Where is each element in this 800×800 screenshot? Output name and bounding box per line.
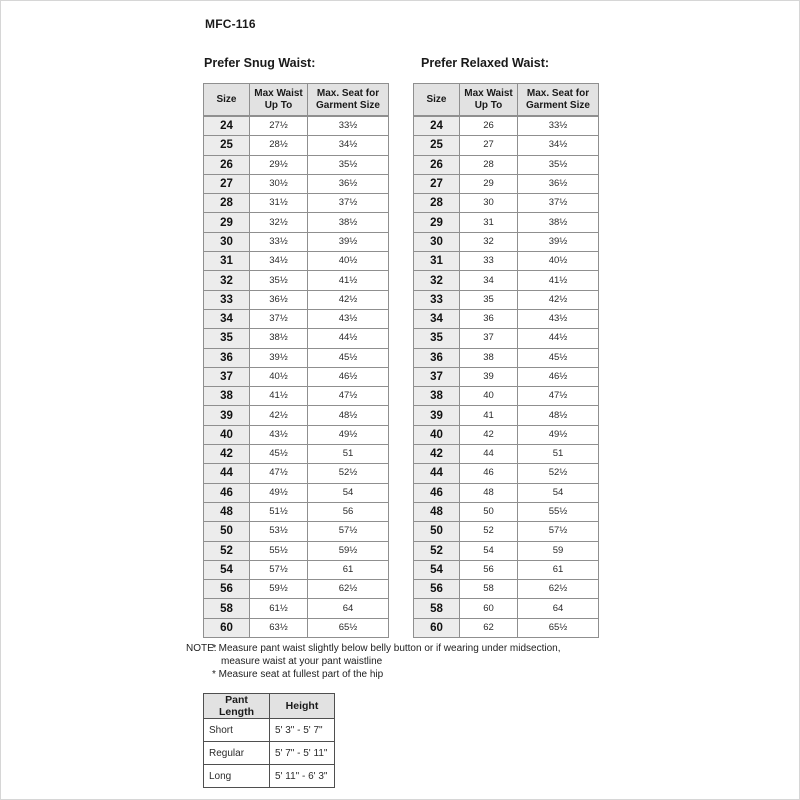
value-cell: 38½ <box>250 329 308 348</box>
note-item: * Measure pant waist slightly below belly button or if wearing under midsection, measure waist at your pant waistline <box>212 643 561 667</box>
table-row <box>204 367 389 386</box>
row-label-cell: 34 <box>204 309 250 328</box>
row-label-cell: 46 <box>204 483 250 502</box>
row-label-cell: 35 <box>414 329 460 348</box>
row-label-cell: 40 <box>204 425 250 444</box>
row-label-cell: 37 <box>204 367 250 386</box>
value-cell: 28½ <box>250 136 308 155</box>
value-cell: 65½ <box>518 618 599 637</box>
table-row <box>204 464 389 483</box>
value-cell: 41½ <box>250 387 308 406</box>
table-row <box>414 348 599 367</box>
snug-table-title: Prefer Snug Waist: <box>204 56 316 70</box>
value-cell: 61 <box>308 560 389 579</box>
value-cell: 60 <box>460 599 518 618</box>
value-cell: 46 <box>460 464 518 483</box>
row-label-cell: 44 <box>204 464 250 483</box>
note-label: NOTE: <box>186 643 217 654</box>
value-cell: 38½ <box>308 213 389 232</box>
table-row <box>204 425 389 444</box>
table-row <box>204 618 389 637</box>
row-label-cell: 60 <box>414 618 460 637</box>
row-label-cell: 33 <box>414 290 460 309</box>
row-label-cell: 29 <box>204 213 250 232</box>
size-header: Size <box>204 84 250 117</box>
table-row <box>204 742 335 765</box>
value-cell: 54 <box>308 483 389 502</box>
row-label-cell: 34 <box>414 309 460 328</box>
table-row <box>204 599 389 618</box>
table-row <box>414 502 599 521</box>
table-row <box>204 155 389 174</box>
value-cell: 52½ <box>518 464 599 483</box>
value-cell: 32½ <box>250 213 308 232</box>
table-row <box>414 522 599 541</box>
value-cell: 39 <box>460 367 518 386</box>
table-row <box>414 309 599 328</box>
value-cell: 35 <box>460 290 518 309</box>
row-label-cell: 56 <box>204 580 250 599</box>
table-row <box>204 541 389 560</box>
value-cell: 56 <box>460 560 518 579</box>
row-label-cell: 25 <box>204 136 250 155</box>
value-cell: 42½ <box>518 290 599 309</box>
value-cell: 33 <box>460 252 518 271</box>
value-cell: 29½ <box>250 155 308 174</box>
row-label-cell: 44 <box>414 464 460 483</box>
row-label-cell: 58 <box>204 599 250 618</box>
row-label-cell: 52 <box>204 541 250 560</box>
value-cell: 28 <box>460 155 518 174</box>
row-label-cell: 27 <box>414 174 460 193</box>
value-cell: 30 <box>460 194 518 213</box>
row-label-cell: 42 <box>414 445 460 464</box>
max-seat-header: Max. Seat for Garment Size <box>518 84 599 117</box>
table-row <box>204 136 389 155</box>
row-label-cell: 35 <box>204 329 250 348</box>
table-row <box>414 483 599 502</box>
value-cell: 35½ <box>518 155 599 174</box>
row-label-cell: 30 <box>414 232 460 251</box>
value-cell: 42 <box>460 425 518 444</box>
table-row <box>204 406 389 425</box>
value-cell: 45½ <box>250 445 308 464</box>
row-label-cell: 60 <box>204 618 250 637</box>
value-cell: 55½ <box>250 541 308 560</box>
value-cell: 46½ <box>518 367 599 386</box>
table-row <box>414 406 599 425</box>
value-cell: 44 <box>460 445 518 464</box>
table-row <box>204 765 335 788</box>
value-cell: 31 <box>460 213 518 232</box>
value-cell: 51½ <box>250 502 308 521</box>
header-row <box>414 84 599 117</box>
value-cell: 33½ <box>250 232 308 251</box>
value-cell: 54 <box>460 541 518 560</box>
row-label-cell: 30 <box>204 232 250 251</box>
table-row <box>204 348 389 367</box>
value-cell: 5' 11" - 6' 3" <box>270 765 335 788</box>
pant-length-header: Pant Length <box>204 694 270 719</box>
value-cell: 45½ <box>518 348 599 367</box>
value-cell: 57½ <box>518 522 599 541</box>
value-cell: 51 <box>518 445 599 464</box>
row-label-cell: 26 <box>204 155 250 174</box>
note-items <box>212 642 600 681</box>
value-cell: 50 <box>460 502 518 521</box>
relaxed-table-title: Prefer Relaxed Waist: <box>421 56 550 70</box>
table-row <box>414 425 599 444</box>
row-label-cell: 52 <box>414 541 460 560</box>
value-cell: 56 <box>308 502 389 521</box>
value-cell: 5' 3" - 5' 7" <box>270 719 335 742</box>
value-cell: 63½ <box>250 618 308 637</box>
table-row <box>204 252 389 271</box>
height-header: Height <box>270 694 335 719</box>
value-cell: 34½ <box>250 252 308 271</box>
value-cell: 45½ <box>308 348 389 367</box>
header-row <box>204 694 335 719</box>
value-cell: 34½ <box>518 136 599 155</box>
value-cell: 26 <box>460 116 518 136</box>
table-row <box>414 367 599 386</box>
table-row <box>204 580 389 599</box>
table-row <box>414 329 599 348</box>
value-cell: 37 <box>460 329 518 348</box>
value-cell: 43½ <box>308 309 389 328</box>
row-label-cell: Long <box>204 765 270 788</box>
value-cell: 41½ <box>518 271 599 290</box>
value-cell: 36½ <box>250 290 308 309</box>
table-row <box>414 387 599 406</box>
value-cell: 52½ <box>308 464 389 483</box>
table-row <box>414 599 599 618</box>
value-cell: 39½ <box>250 348 308 367</box>
table-row <box>204 560 389 579</box>
value-cell: 30½ <box>250 174 308 193</box>
table-row <box>204 290 389 309</box>
table-row <box>204 445 389 464</box>
table-row <box>204 387 389 406</box>
value-cell: 36 <box>460 309 518 328</box>
table-row <box>414 445 599 464</box>
row-label-cell: 32 <box>414 271 460 290</box>
value-cell: 62½ <box>308 580 389 599</box>
row-label-cell: 48 <box>414 502 460 521</box>
table-row <box>204 329 389 348</box>
value-cell: 64 <box>518 599 599 618</box>
row-label-cell: 40 <box>414 425 460 444</box>
table-row <box>414 464 599 483</box>
table-row <box>414 541 599 560</box>
pant-length-table <box>203 693 335 788</box>
row-label-cell: 58 <box>414 599 460 618</box>
value-cell: 41 <box>460 406 518 425</box>
row-label-cell: 33 <box>204 290 250 309</box>
table-row <box>204 116 389 136</box>
table-row <box>204 502 389 521</box>
table-row <box>204 271 389 290</box>
value-cell: 34 <box>460 271 518 290</box>
row-label-cell: 56 <box>414 580 460 599</box>
row-label-cell: 31 <box>204 252 250 271</box>
value-cell: 27 <box>460 136 518 155</box>
row-label-cell: Regular <box>204 742 270 765</box>
value-cell: 40½ <box>250 367 308 386</box>
row-label-cell: 28 <box>204 194 250 213</box>
table-row <box>204 483 389 502</box>
note-item: * Measure seat at fullest part of the hip <box>212 669 384 680</box>
value-cell: 44½ <box>518 329 599 348</box>
value-cell: 5' 7" - 5' 11" <box>270 742 335 765</box>
value-cell: 33½ <box>518 116 599 136</box>
value-cell: 61½ <box>250 599 308 618</box>
row-label-cell: 54 <box>204 560 250 579</box>
table-row <box>414 290 599 309</box>
value-cell: 38½ <box>518 213 599 232</box>
value-cell: 37½ <box>308 194 389 213</box>
value-cell: 39½ <box>518 232 599 251</box>
value-cell: 62 <box>460 618 518 637</box>
table-row <box>204 719 335 742</box>
table-row <box>414 116 599 136</box>
max-waist-header: Max Waist Up To <box>250 84 308 117</box>
header-row <box>204 84 389 117</box>
value-cell: 42½ <box>308 290 389 309</box>
value-cell: 33½ <box>308 116 389 136</box>
value-cell: 53½ <box>250 522 308 541</box>
value-cell: 31½ <box>250 194 308 213</box>
value-cell: 43½ <box>250 425 308 444</box>
value-cell: 36½ <box>308 174 389 193</box>
value-cell: 48½ <box>308 406 389 425</box>
value-cell: 32 <box>460 232 518 251</box>
row-label-cell: Short <box>204 719 270 742</box>
value-cell: 29 <box>460 174 518 193</box>
row-label-cell: 50 <box>204 522 250 541</box>
table-row <box>414 136 599 155</box>
value-cell: 62½ <box>518 580 599 599</box>
value-cell: 57½ <box>308 522 389 541</box>
value-cell: 52 <box>460 522 518 541</box>
table-row <box>414 580 599 599</box>
value-cell: 43½ <box>518 309 599 328</box>
snug-waist-table <box>203 83 389 638</box>
table-row <box>204 232 389 251</box>
value-cell: 44½ <box>308 329 389 348</box>
page-title: MFC-116 <box>205 17 256 31</box>
max-waist-header: Max Waist Up To <box>460 84 518 117</box>
table-row <box>414 213 599 232</box>
row-label-cell: 32 <box>204 271 250 290</box>
max-seat-header: Max. Seat for Garment Size <box>308 84 389 117</box>
table-row <box>204 309 389 328</box>
row-label-cell: 50 <box>414 522 460 541</box>
row-label-cell: 24 <box>204 116 250 136</box>
value-cell: 58 <box>460 580 518 599</box>
table-row <box>414 155 599 174</box>
value-cell: 49½ <box>308 425 389 444</box>
row-label-cell: 24 <box>414 116 460 136</box>
row-label-cell: 36 <box>204 348 250 367</box>
value-cell: 35½ <box>250 271 308 290</box>
table-row <box>414 271 599 290</box>
row-label-cell: 38 <box>414 387 460 406</box>
value-cell: 54 <box>518 483 599 502</box>
table-row <box>414 174 599 193</box>
value-cell: 59½ <box>250 580 308 599</box>
row-label-cell: 36 <box>414 348 460 367</box>
table-row <box>414 232 599 251</box>
row-label-cell: 39 <box>414 406 460 425</box>
value-cell: 40½ <box>308 252 389 271</box>
value-cell: 36½ <box>518 174 599 193</box>
row-label-cell: 37 <box>414 367 460 386</box>
value-cell: 64 <box>308 599 389 618</box>
table-row <box>204 194 389 213</box>
row-label-cell: 27 <box>204 174 250 193</box>
value-cell: 47½ <box>308 387 389 406</box>
value-cell: 65½ <box>308 618 389 637</box>
table-row <box>414 252 599 271</box>
value-cell: 34½ <box>308 136 389 155</box>
table-row <box>204 174 389 193</box>
value-cell: 37½ <box>250 309 308 328</box>
value-cell: 59 <box>518 541 599 560</box>
value-cell: 35½ <box>308 155 389 174</box>
value-cell: 49½ <box>518 425 599 444</box>
value-cell: 40 <box>460 387 518 406</box>
value-cell: 48½ <box>518 406 599 425</box>
value-cell: 37½ <box>518 194 599 213</box>
row-label-cell: 31 <box>414 252 460 271</box>
value-cell: 51 <box>308 445 389 464</box>
value-cell: 40½ <box>518 252 599 271</box>
measurement-note <box>186 642 600 681</box>
table-row <box>204 213 389 232</box>
row-label-cell: 38 <box>204 387 250 406</box>
value-cell: 27½ <box>250 116 308 136</box>
size-header: Size <box>414 84 460 117</box>
value-cell: 59½ <box>308 541 389 560</box>
row-label-cell: 25 <box>414 136 460 155</box>
row-label-cell: 54 <box>414 560 460 579</box>
value-cell: 61 <box>518 560 599 579</box>
value-cell: 48 <box>460 483 518 502</box>
value-cell: 42½ <box>250 406 308 425</box>
value-cell: 47½ <box>250 464 308 483</box>
row-label-cell: 42 <box>204 445 250 464</box>
relaxed-waist-table <box>413 83 599 638</box>
table-row <box>414 194 599 213</box>
value-cell: 57½ <box>250 560 308 579</box>
table-row <box>414 618 599 637</box>
value-cell: 47½ <box>518 387 599 406</box>
row-label-cell: 26 <box>414 155 460 174</box>
row-label-cell: 28 <box>414 194 460 213</box>
value-cell: 49½ <box>250 483 308 502</box>
row-label-cell: 39 <box>204 406 250 425</box>
value-cell: 46½ <box>308 367 389 386</box>
value-cell: 39½ <box>308 232 389 251</box>
value-cell: 55½ <box>518 502 599 521</box>
row-label-cell: 29 <box>414 213 460 232</box>
row-label-cell: 48 <box>204 502 250 521</box>
table-row <box>414 560 599 579</box>
row-label-cell: 46 <box>414 483 460 502</box>
table-row <box>204 522 389 541</box>
value-cell: 41½ <box>308 271 389 290</box>
value-cell: 38 <box>460 348 518 367</box>
